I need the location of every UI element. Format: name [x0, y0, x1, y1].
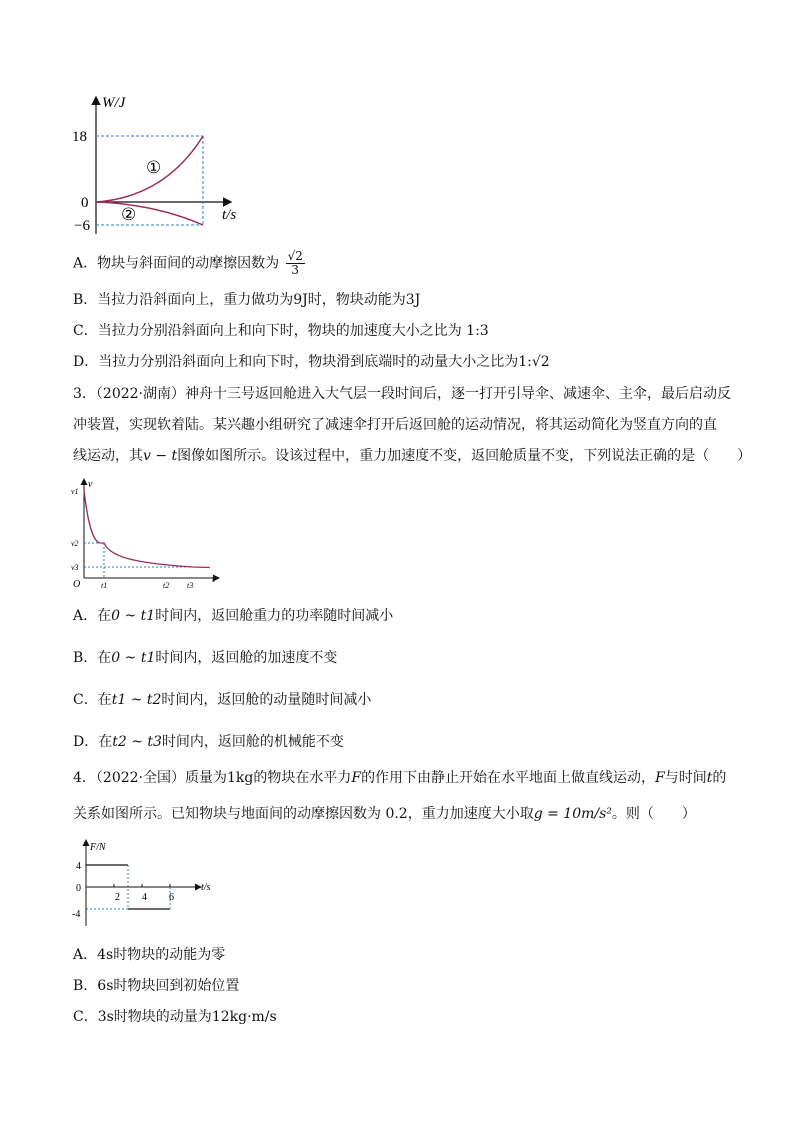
- q4-stem-text-d: 的: [712, 770, 727, 786]
- q2-option-c: C．当拉力分别沿斜面向上和向下时，物块的加速度大小之比为 1:3: [73, 323, 489, 339]
- curve-2: [96, 202, 203, 225]
- q2-option-d-ratio: 1:√2: [518, 354, 550, 370]
- q4-symbol-F: F: [351, 770, 362, 786]
- tick-v2: v2: [71, 539, 79, 548]
- q3-option-c-pre: C．在: [73, 692, 112, 708]
- q3-option-d-post: 时间内，返回舱的机械能不变: [161, 734, 344, 750]
- q4-symbol-t: t: [706, 770, 713, 786]
- tick-t-2: 2: [115, 892, 120, 903]
- q4-stem-text-c: 与时间: [664, 770, 707, 786]
- origin-label: O: [73, 579, 81, 590]
- f-axis-label: F/N: [90, 842, 106, 853]
- q3-option-a-pre: A．在: [73, 608, 112, 624]
- tick-f-neg4: -4: [72, 909, 81, 920]
- curve-label-1: ①: [146, 158, 162, 177]
- q4-option-b: B．6s时物块回到初始位置: [73, 978, 240, 994]
- q4-option-c: [73, 1007, 277, 1027]
- q3-option-a: [73, 606, 393, 626]
- q3-option-c-range: t1 ~ t2: [111, 692, 162, 708]
- x-axis-label: t/s: [222, 207, 237, 223]
- tick-t-4: 4: [142, 892, 147, 903]
- q3-option-a-range: 0 ~ t1: [111, 608, 156, 624]
- q4-stem-text-f: 。则（ ）: [611, 806, 696, 822]
- q3-option-d-pre: D．在: [73, 734, 113, 750]
- q3-option-b-range: 0 ~ t1: [111, 650, 156, 666]
- work-time-graph: [70, 92, 260, 242]
- curve-label-2: ②: [121, 205, 137, 224]
- q3-stem-line-2: 冲装置，实现软着陆。某兴趣小组研究了减速伞打开后返回舱的运动情况，将其运动简化为竖直方向的直: [73, 417, 717, 433]
- tick-t3: t3: [187, 581, 194, 590]
- q2-option-d-text: D．当拉力分别沿斜面向上和向下时，物块滑到底端时的动量大小之比为: [73, 354, 519, 370]
- tick-f-0: 0: [76, 883, 81, 894]
- q4-stem-text-b: 的作用下由静止开始在水平地面上做直线运动，: [361, 770, 656, 786]
- velocity-time-graph: [70, 476, 230, 591]
- q4-symbol-F2: F: [655, 770, 665, 786]
- q3-option-d: [73, 732, 344, 752]
- tick-v1: v1: [71, 487, 79, 496]
- q3-stem-line-3: [73, 446, 751, 466]
- tick-v3: v3: [71, 563, 79, 572]
- y-axis-label: W/J: [102, 95, 126, 111]
- q3-option-c-post: 时间内，返回舱的动量随时间减小: [161, 692, 372, 708]
- q3-option-c: [73, 690, 371, 710]
- fraction-numerator: √2: [287, 249, 303, 263]
- q4-g-value: g = 10m/s²: [533, 806, 612, 822]
- tick-neg6: −6: [74, 218, 90, 234]
- tick-t1: t1: [101, 581, 108, 590]
- t-axis-label-f: t/s: [201, 882, 211, 893]
- q4-option-c-pre: C．3s时物块的动量为: [73, 1009, 212, 1025]
- q4-stem-line-1: [73, 768, 726, 788]
- tick-f-4: 4: [76, 861, 81, 872]
- q3-option-b: [73, 648, 337, 668]
- tick-t-6: 6: [169, 892, 174, 903]
- q3-option-d-range: t2 ~ t3: [112, 734, 162, 750]
- q4-stem-text-e: 关系如图所示。已知物块与地面间的动摩擦因数为 0.2，重力加速度大小取: [73, 806, 534, 822]
- q4-option-a: A．4s时物块的动能为零: [73, 947, 226, 963]
- force-time-graph: [70, 838, 230, 928]
- q3-vt-symbol: v − t: [143, 448, 178, 464]
- velocity-curve: [84, 490, 210, 568]
- v-axis-label: v: [88, 479, 93, 490]
- q3-stem-line-1: 3．（2022·湖南）神舟十三号返回舱进入大气层一段时间后，逐一打开引导伞、减速伞、主伞，最后启动反: [73, 386, 731, 402]
- tick-t2: t2: [163, 581, 170, 590]
- fraction: [286, 250, 305, 277]
- q3-option-b-pre: B．在: [73, 650, 112, 666]
- q2-option-d: [73, 352, 550, 372]
- q4-stem-line-2: [73, 804, 696, 824]
- q3-option-a-post: 时间内，返回舱重力的功率随时间减小: [155, 608, 394, 624]
- fraction-denominator: 3: [291, 263, 300, 277]
- tick-18: 18: [72, 129, 87, 145]
- q3-option-b-post: 时间内，返回舱的加速度不变: [155, 650, 338, 666]
- t-axis-label: t: [212, 574, 215, 585]
- q2-option-a-text: A．物块与斜面间的动摩擦因数为: [73, 255, 280, 272]
- q4-option-c-value: 12kg·m/s: [211, 1009, 277, 1025]
- q3-stem-text-end: 图像如图所示。设该过程中，重力加速度不变，返回舱质量不变，下列说法正确的是（ ）: [177, 448, 752, 464]
- tick-0: 0: [81, 195, 89, 211]
- q2-option-b: B．当拉力沿斜面向上，重力做功为9J时，物块动能为3J: [73, 292, 421, 308]
- q4-stem-text-a: 4．（2022·全国）质量为1kg的物块在水平力: [73, 770, 352, 786]
- q3-stem-text: 线运动，其: [73, 448, 143, 464]
- q2-option-a: [73, 250, 305, 277]
